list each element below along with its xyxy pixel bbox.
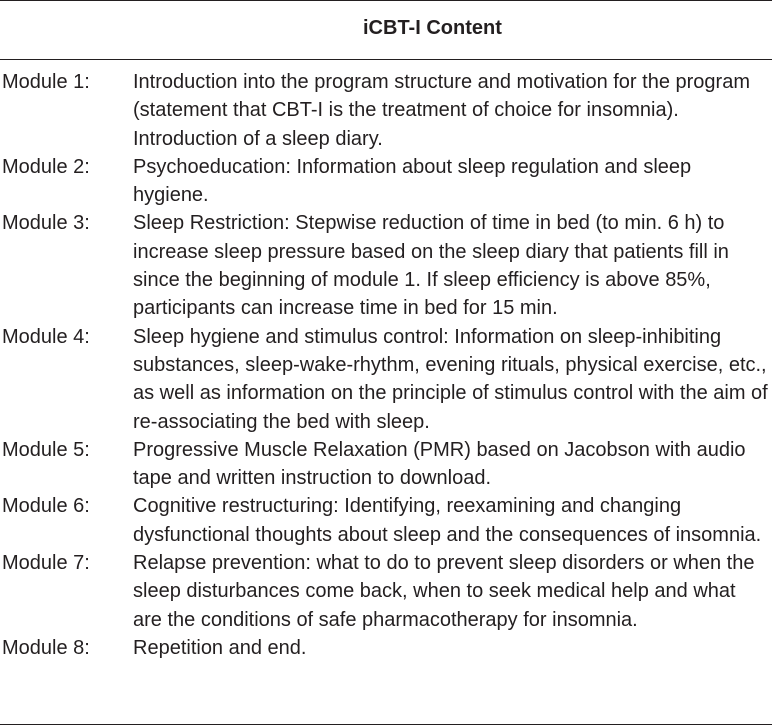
- column-header-icbt-content: iCBT-I Content: [363, 17, 502, 39]
- table-row: [0, 634, 772, 662]
- module-description: Sleep hygiene and stimulus control: Information on sleep-inhibiting substances, sleep-wake-rhythm, evening rituals, physical exercise, etc., as well as information on the principle of stimulus control with the aim of re-associating the bed with sleep.: [133, 325, 768, 433]
- table-row: [0, 153, 772, 210]
- module-label: Module 2:: [2, 155, 90, 178]
- module-description: Psychoeducation: Information about sleep regulation and sleep hygiene.: [133, 155, 692, 207]
- module-description: Progressive Muscle Relaxation (PMR) based on Jacobson with audio tape and written instruction to download.: [133, 438, 746, 490]
- module-description: Sleep Restriction: Stepwise reduction of time in bed (to min. 6 h) to increase sleep pressure based on the sleep diary that patients fill in since the beginning of module 1. If sleep efficiency is above 85%, participants can increase time in bed for 15 min.: [133, 212, 729, 320]
- table-row: [0, 68, 772, 153]
- module-label: Module 8:: [2, 636, 90, 659]
- module-label: Module 4:: [2, 325, 90, 348]
- table-row: [0, 436, 772, 493]
- module-label: Module 1:: [2, 71, 90, 93]
- table-body: [0, 68, 772, 662]
- module-label: Module 3:: [2, 212, 90, 235]
- table-row: [0, 549, 772, 634]
- module-description: Relapse prevention: what to do to prevent sleep disorders or when the sleep disturbances come back, when to seek medical help and what are the conditions of safe pharmacotherapy for insomnia.: [133, 552, 755, 631]
- module-label: Module 6:: [2, 495, 90, 518]
- module-description: Repetition and end.: [133, 636, 307, 659]
- module-label: Module 5:: [2, 438, 90, 461]
- table-row: [0, 323, 772, 436]
- module-description: Introduction into the program structure and motivation for the program (statement that CBT-I is the treatment of choice for insomnia). Introduction of a sleep diary.: [133, 71, 750, 150]
- module-label: Module 7:: [2, 552, 90, 575]
- header-divider-rule: [0, 59, 772, 60]
- table-header: [0, 0, 772, 59]
- table-row: [0, 209, 772, 322]
- module-description: Cognitive restructuring: Identifying, reexamining and changing dysfunctional thoughts about sleep and the consequences of insomnia.: [133, 495, 762, 546]
- table-bottom-rule: [0, 724, 772, 725]
- table-row: [0, 492, 772, 549]
